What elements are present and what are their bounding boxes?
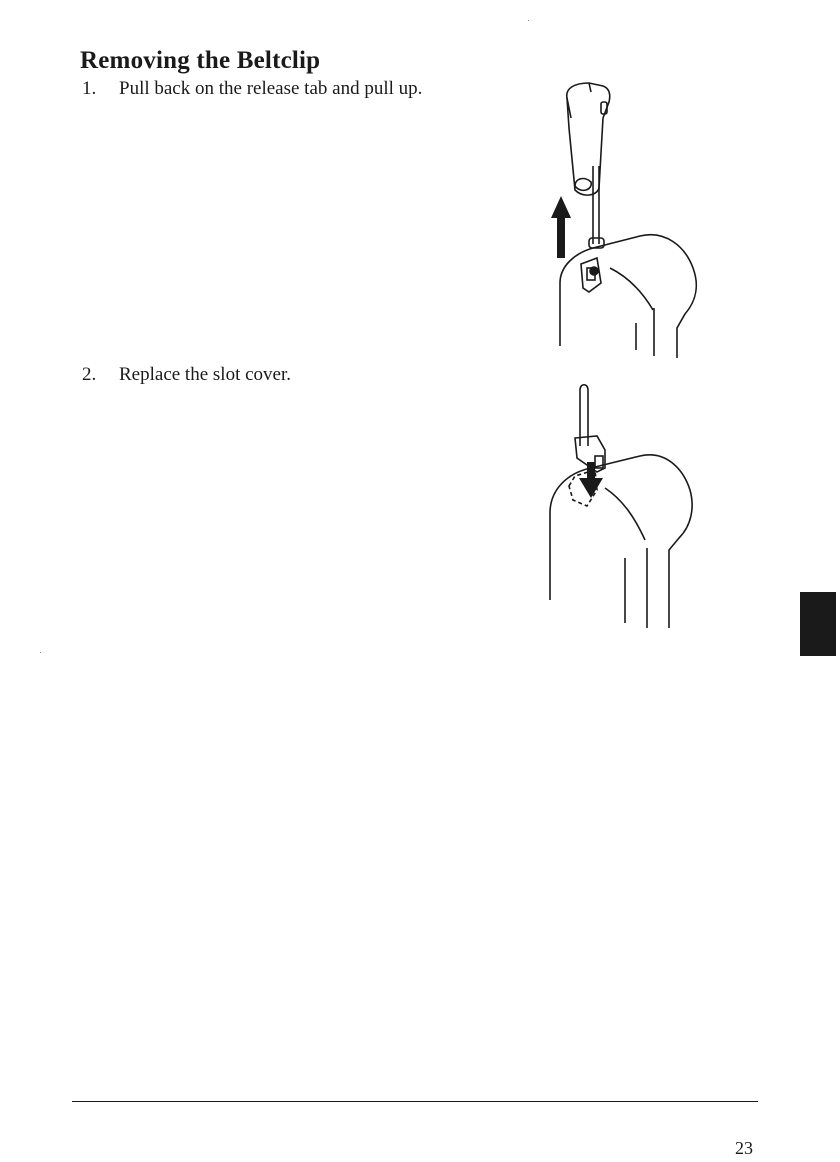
handset-slot-cover-illustration bbox=[535, 378, 695, 633]
step-2 bbox=[82, 364, 291, 386]
scan-speck bbox=[40, 652, 41, 653]
handset-beltclip-removal-illustration bbox=[545, 78, 705, 363]
step-text: Replace the slot cover. bbox=[119, 364, 291, 385]
page-number: 23 bbox=[735, 1138, 753, 1158]
step-number: 2. bbox=[82, 364, 97, 385]
step-1 bbox=[82, 78, 422, 100]
chapter-tab-marker bbox=[800, 592, 836, 656]
footer-rule bbox=[72, 1101, 758, 1102]
step-number: 1. bbox=[82, 78, 97, 99]
section-heading: Removing the Beltclip bbox=[80, 46, 321, 74]
scan-speck bbox=[528, 20, 529, 21]
step-text: Pull back on the release tab and pull up. bbox=[119, 78, 423, 99]
